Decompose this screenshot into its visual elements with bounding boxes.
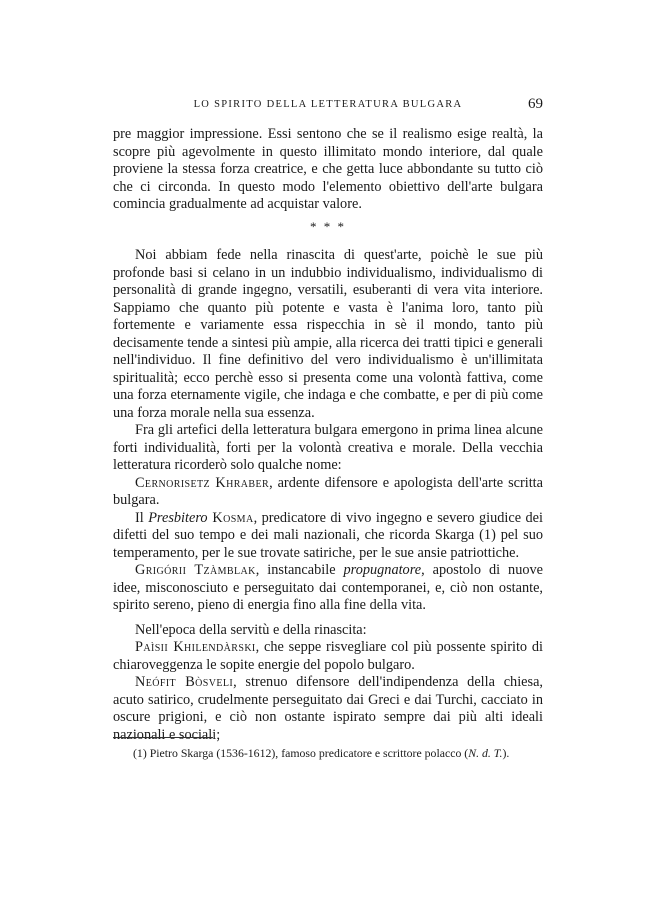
author-name: Cernorisetz Khraber [135, 474, 270, 491]
author-name: Neófit Bòsveli [135, 674, 234, 690]
paragraph-epoca: Nell'epoca della servitù e della rinascita: [135, 621, 367, 638]
author-name: Kosma [207, 509, 254, 526]
page-header [113, 96, 543, 116]
author-name: Paìsii Khilendàrski [135, 639, 256, 655]
page-number: 69 [528, 96, 543, 112]
section-separator: * * * [310, 218, 346, 234]
paragraph-continuation: pre maggior impressione. Essi sentono che se il realismo esige realtà, la scopre più agevolmente in questo illimitato mondo interiore, dal quale proviene la stessa forza creatrice, e che getta luce abbondante su tutto ciò che ci circonda. In questo modo l'elemento obiettivo dell'arte bulgara comincia gradualmente ad acquistar valore. [113, 126, 543, 212]
footnote-divider [113, 737, 213, 738]
running-title: LO SPIRITO DELLA LETTERATURA BULGARA [193, 99, 463, 110]
paragraph-bosveli: Neófit Bòsveli, strenuo difensore dell'indipendenza della chiesa, acuto satirico, crudelmente perseguitato dai Greci e dai Turchi, cacciato in oscure prigioni, e ciò non ostante ispirato sempre dai più alti ideali nazionali e sociali; [113, 674, 543, 743]
paragraph-artefici: Fra gli artefici della letteratura bulgara emergono in prima linea alcune forti individualità, forti per la volontà creativa e morale. Della vecchia letteratura ricorderò solo qualche nome: [113, 422, 543, 473]
author-name: Grigórii Tzàmblak [135, 562, 256, 578]
paragraph-individualism: Noi abbiam fede nella rinascita di quest'arte, poichè le sue più profonde basi si celano in un indubbio individualismo, individualismo di personalità di grande ingegno, versatili, esuberanti di vera vita interiore. Sappiamo che quanto più potente e vasta è l'anima loro, tanto più fortemente e variamente essa rispecchia in sè il mondo, tanto più decisamente tende a sintesi più ampie, alla ricerca dei tratti tipici e generali nell'individuo. Il fine definitivo del vero individualismo è un'illimitata spiritualità; ecco perchè esso si presenta come una volontà fattiva, come una forza eternamente vigile, che indaga e che combatte, e per di più come una forza morale nella sua essenza. [113, 247, 543, 421]
paragraph-khraber: Cernorisetz Khraber, ardente difensore e apologista dell'arte scritta bulgara. [113, 474, 543, 508]
paragraph-tzamblak: Grigórii Tzàmblak, instancabile propugnatore, apostolo di nuove idee, misconosciuto e perseguitato dai contemporanei, e, ciò non ostante, spirito sereno, pieno di energia fino alla fine della vita. [113, 562, 543, 613]
footnote: (1) Pietro Skarga (1536-1612), famoso predicatore e scrittore polacco (N. d. T.). [133, 746, 510, 760]
body-text [113, 126, 543, 744]
paragraph-kosma: Il Presbitero Kosma, predicatore di vivo ingegno e severo giudice dei difetti del suo tempo e dei mali nazionali, che ricorda Skarga (1) pel suo temperamento, per le sue trovate satiriche, per le sue ansie patriottiche. [113, 509, 543, 561]
paragraph-paisii: Paìsii Khilendàrski, che seppe risvegliare col più possente spirito di chiaroveggenza le sopite energie del popolo bulgaro. [113, 639, 543, 673]
